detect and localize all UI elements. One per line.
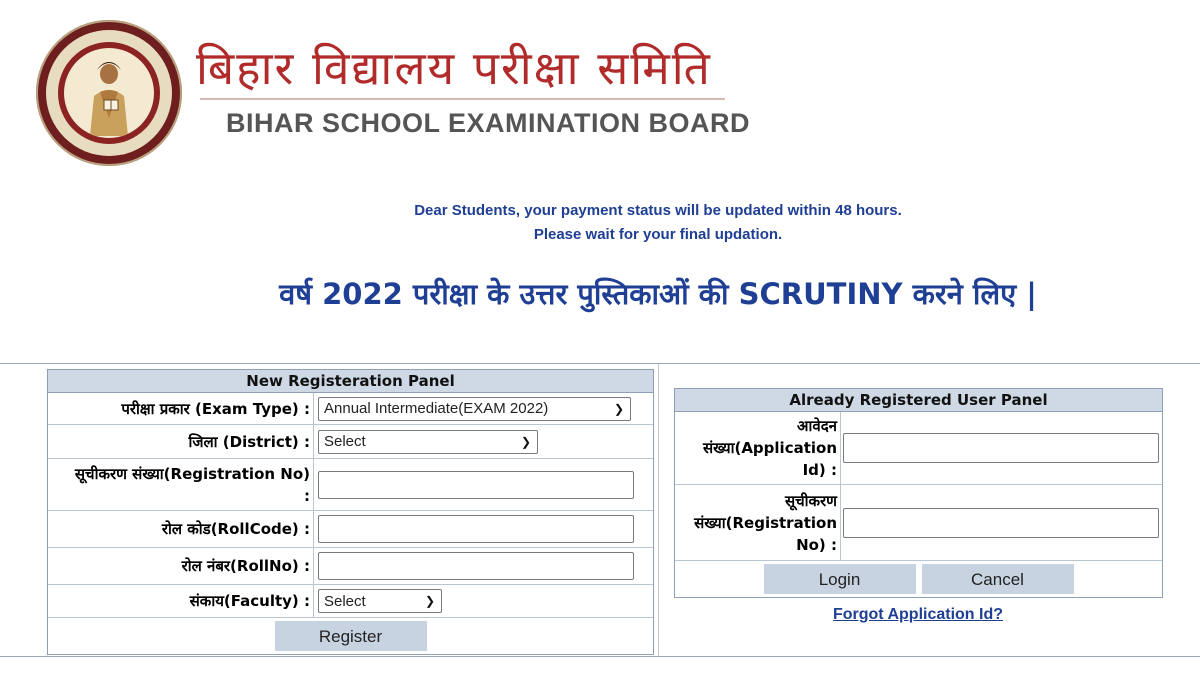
application-id-label: आवेदन संख्या(Application Id) : <box>675 412 841 484</box>
chevron-down-icon: ❯ <box>520 434 532 449</box>
registration-no-input[interactable] <box>318 471 634 499</box>
exam-type-select[interactable] <box>318 397 631 421</box>
scrutiny-headline: वर्ष 2022 परीक्षा के उत्तर पुस्तिकाओं की SCRUTINY करने लिए | <box>279 277 1037 311</box>
forgot-application-id-link[interactable]: Forgot Application Id? <box>832 606 1004 623</box>
title-divider <box>200 98 725 100</box>
application-id-input[interactable] <box>843 433 1159 463</box>
exam-type-row <box>48 393 653 425</box>
application-id-row <box>675 412 1162 485</box>
district-select[interactable] <box>318 430 538 454</box>
new-registration-panel-title: New Registeration Panel <box>48 370 653 393</box>
faculty-label: संकाय(Faculty) : <box>48 585 314 617</box>
chevron-down-icon: ❯ <box>424 594 436 608</box>
exam-type-label: परीक्षा प्रकार (Exam Type) : <box>48 393 314 424</box>
rollno-input[interactable] <box>318 552 634 580</box>
top-divider <box>0 363 1200 364</box>
rollno-label: रोल नंबर(RollNo) : <box>48 548 314 584</box>
district-row <box>48 425 653 459</box>
district-value: Select <box>324 433 366 450</box>
rollcode-input[interactable] <box>318 515 634 543</box>
bseb-logo <box>36 20 182 166</box>
board-title-english: BIHAR SCHOOL EXAMINATION BOARD <box>226 108 751 138</box>
register-row <box>48 618 653 654</box>
login-button[interactable]: Login <box>764 564 916 594</box>
registration-no-row <box>48 459 653 511</box>
registered-registration-row <box>675 485 1162 561</box>
rollcode-row <box>48 511 653 548</box>
faculty-select[interactable] <box>318 589 442 613</box>
register-button[interactable]: Register <box>275 621 427 651</box>
panel-divider <box>658 364 659 656</box>
chevron-down-icon: ❯ <box>613 401 625 416</box>
registered-user-panel-title: Already Registered User Panel <box>675 389 1162 412</box>
faculty-row <box>48 585 653 618</box>
board-title-hindi: बिहार विद्यालय परीक्षा समिति <box>196 41 712 95</box>
registered-registration-label: सूचीकरण संख्या(Registration No) : <box>675 485 841 560</box>
cancel-button[interactable]: Cancel <box>922 564 1074 594</box>
payment-notice-line1: Dear Students, your payment status will be updated within 48 hours. <box>414 202 902 219</box>
new-registration-panel <box>47 369 654 655</box>
rollno-row <box>48 548 653 585</box>
login-row <box>675 561 1162 597</box>
faculty-value: Select <box>324 592 366 610</box>
registered-user-panel <box>674 388 1163 598</box>
rollcode-label: रोल कोड(RollCode) : <box>48 511 314 547</box>
registered-registration-input[interactable] <box>843 508 1159 538</box>
bottom-divider <box>0 656 1200 657</box>
district-label: जिला (District) : <box>48 425 314 458</box>
payment-notice-line2: Please wait for your final updation. <box>533 226 783 243</box>
scholar-emblem-icon <box>64 48 154 138</box>
registration-no-label: सूचीकरण संख्या(Registration No) : <box>48 459 314 510</box>
exam-type-value: Annual Intermediate(EXAM 2022) <box>324 400 549 417</box>
